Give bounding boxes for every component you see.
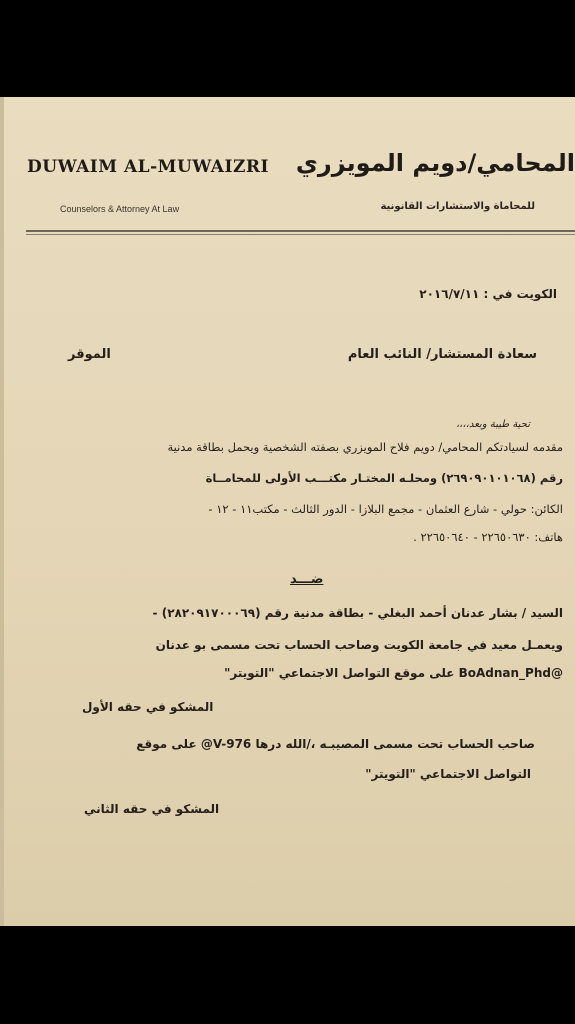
defendant-two-role: المشكو في حقه الثاني: [84, 802, 220, 816]
addressee: سعادة المستشار/ النائب العام: [347, 347, 537, 362]
body-line: هاتف: ٢٢٦٥٠٦٣٠ - ٢٢٦٥٠٦٤٠ .: [413, 530, 563, 544]
body-line: الكائن: حولي - شارع العثمان - مجمع البلازا - الدور الثالث - مكتب١١ - ١٢ -: [208, 502, 563, 516]
greeting: تحية طيبة وبعد،،،،: [456, 419, 530, 430]
letter-date: الكويت في : ٢٠١٦/٧/١١: [419, 287, 557, 301]
defendant-one-role: المشكو في حقه الأول: [82, 700, 214, 714]
letter-paper: [0, 97, 575, 926]
honorific: الموقر: [68, 347, 111, 362]
firm-name-arabic: المحامي/دويم المويزري: [295, 149, 575, 177]
defendant-one-line: السيد / بشار عدنان أحمد البغلي - بطاقة مدنية رقم (٢٨٢٠٩١٧٠٠٠٦٩) -: [152, 606, 563, 620]
against-heading: ضـــد: [290, 572, 324, 587]
letterhead-divider-thin: [26, 234, 575, 235]
defendant-one-line: @BoAdnan_Phd على موقع التواصل الاجتماعي "التويتر": [224, 666, 563, 680]
body-line: رقم (٢٦٩٠٩٠١٠١٠٦٨) ومحلـه المختـار مكتـــب الأولى للمحامــاة: [205, 471, 563, 485]
firm-name-english: DUWAIM AL-MUWAIZRI: [27, 157, 269, 177]
letterhead-divider: [26, 230, 575, 232]
body-line: مقدمه لسيادتكم المحامي/ دويم فلاح المويزري بصفته الشخصية ويحمل بطاقة مدنية: [167, 440, 563, 454]
paper-edge: [0, 97, 4, 926]
firm-subtitle-arabic: للمحاماة والاستشارات القانونية: [380, 201, 535, 212]
defendant-two-line: صاحب الحساب تحت مسمى المصيبـه ،/الله درها V-976@ على موقع: [136, 737, 535, 751]
defendant-one-line: ويعمـل معيد في جامعة الكويت وصاحب الحساب تحت مسمى بو عدنان: [155, 638, 563, 652]
firm-subtitle-english: Counselors & Attorney At Law: [60, 204, 180, 214]
defendant-two-line: التواصل الاجتماعي "التويتر": [365, 767, 531, 781]
